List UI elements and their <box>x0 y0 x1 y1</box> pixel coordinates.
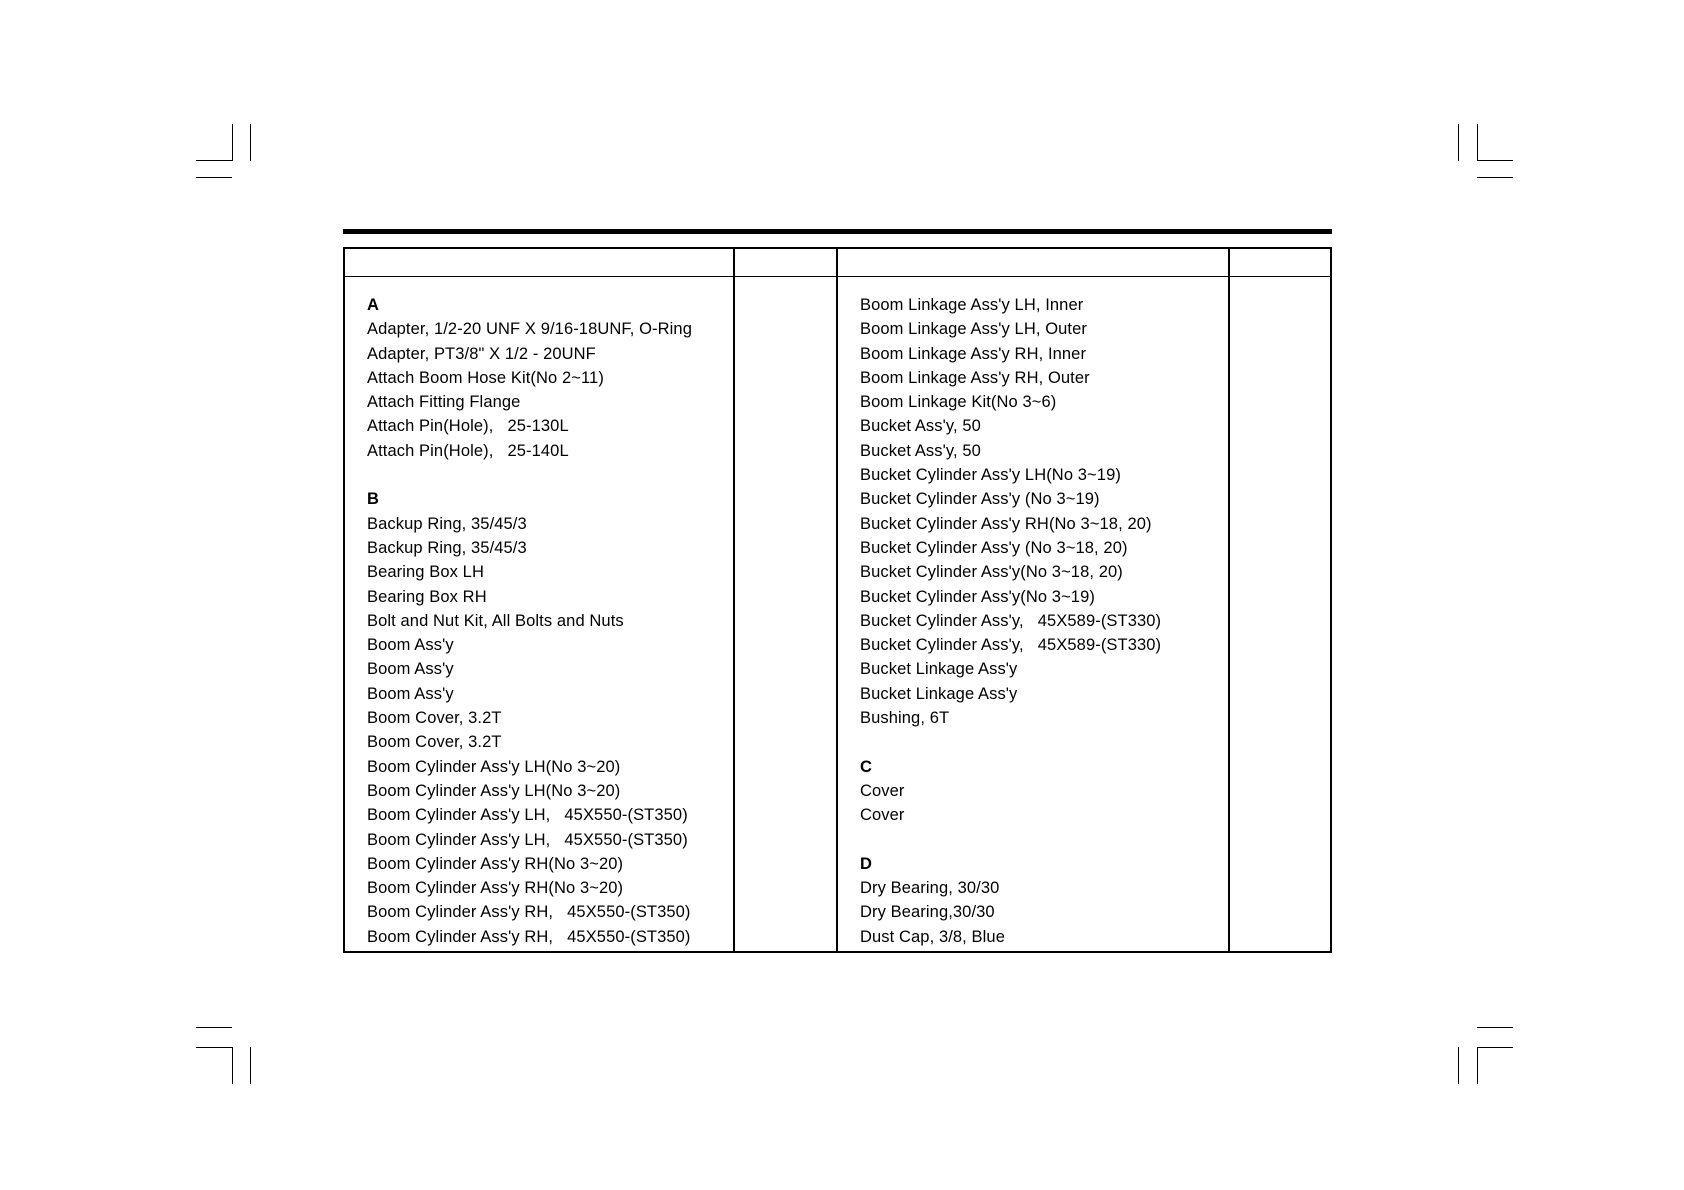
crop-mark-bottom-left-h2 <box>196 1047 232 1048</box>
crop-mark-bottom-left-v <box>232 1047 233 1084</box>
index-entry: Boom Ass'y <box>367 684 454 703</box>
crop-mark-bottom-right-v2 <box>1477 1047 1478 1084</box>
index-entry: Bearing Box LH <box>367 563 484 582</box>
index-entry: Boom Ass'y <box>367 636 454 655</box>
crop-mark-bottom-left-h <box>196 1027 232 1028</box>
index-entry: Boom Ass'y <box>367 660 454 679</box>
crop-mark-top-right-v <box>1458 124 1459 161</box>
index-entry: Bucket Cylinder Ass'y (No 3~19) <box>860 490 1100 509</box>
index-entry: Bolt and Nut Kit, All Bolts and Nuts <box>367 611 624 630</box>
index-entry: Bearing Box RH <box>367 587 487 606</box>
column-divider-2 <box>836 249 838 951</box>
index-entry: Boom Linkage Ass'y RH, Inner <box>860 344 1087 363</box>
index-spacer <box>860 828 1220 852</box>
index-entry: Boom Cylinder Ass'y LH, 45X550-(ST350) <box>367 830 688 849</box>
crop-mark-top-left-h <box>196 160 232 161</box>
index-section-letter: B <box>367 490 380 509</box>
index-entry: Adapter, 1/2-20 UNF X 9/16-18UNF, O-Ring <box>367 320 692 339</box>
index-entry: Dry Bearing, 30/30 <box>860 879 1000 898</box>
index-entry: Boom Linkage Ass'y LH, Outer <box>860 320 1087 339</box>
index-entry: Bucket Cylinder Ass'y LH(No 3~19) <box>860 466 1121 485</box>
index-entry: Bucket Cylinder Ass'y (No 3~18, 20) <box>860 538 1128 557</box>
index-entry: Backup Ring, 35/45/3 <box>367 538 527 557</box>
index-entry: Boom Cylinder Ass'y RH, 45X550-(ST350) <box>367 903 691 922</box>
index-section-letter: A <box>367 296 380 314</box>
index-entry: Bucket Linkage Ass'y <box>860 684 1018 703</box>
crop-mark-top-left-h2 <box>196 177 232 178</box>
index-entry: Attach Pin(Hole), 25-140L <box>367 441 569 460</box>
index-entry: Attach Fitting Flange <box>367 393 521 412</box>
index-entry: Bucket Cylinder Ass'y(No 3~19) <box>860 587 1095 606</box>
index-entry: Adapter, PT3/8" X 1/2 - 20UNF <box>367 344 596 363</box>
crop-mark-top-right-h <box>1477 160 1513 161</box>
index-entry: Cover <box>860 781 905 800</box>
column-divider-3 <box>1228 249 1230 951</box>
crop-mark-bottom-right-h2 <box>1477 1047 1513 1048</box>
index-entry: Bucket Ass'y, 50 <box>860 441 981 460</box>
index-entry: Backup Ring, 35/45/3 <box>367 514 527 533</box>
index-entry: Bucket Cylinder Ass'y(No 3~18, 20) <box>860 563 1123 582</box>
index-entry: Boom Cylinder Ass'y RH(No 3~20) <box>367 854 624 873</box>
crop-mark-top-right-v2 <box>1477 124 1478 161</box>
index-entry: Boom Cover, 3.2T <box>367 709 502 728</box>
index-spacer <box>367 463 727 487</box>
index-entry: Bucket Cylinder Ass'y RH(No 3~18, 20) <box>860 514 1152 533</box>
index-spacer <box>860 730 1220 754</box>
index-entry: Bucket Ass'y, 50 <box>860 417 981 436</box>
crop-mark-bottom-right-v <box>1458 1047 1459 1084</box>
crop-mark-top-left-v <box>232 124 233 161</box>
index-section-letter: C <box>860 757 873 776</box>
index-entry: Bucket Linkage Ass'y <box>860 660 1018 679</box>
crop-mark-top-right-h2 <box>1477 177 1513 178</box>
index-entry: Attach Boom Hose Kit(No 2~11) <box>367 368 604 387</box>
index-left-column <box>367 293 727 949</box>
index-entry: Boom Cylinder Ass'y RH(No 3~20) <box>367 879 624 898</box>
index-entry: Bucket Cylinder Ass'y, 45X589-(ST330) <box>860 611 1162 630</box>
crop-mark-bottom-right-h <box>1477 1027 1513 1028</box>
column-divider-1 <box>733 249 735 951</box>
crop-mark-bottom-left-v2 <box>250 1047 251 1084</box>
index-entry: Bushing, 6T <box>860 709 950 728</box>
index-entry: Dry Bearing,30/30 <box>860 903 995 922</box>
index-right-column <box>860 293 1220 949</box>
index-entry: Boom Cylinder Ass'y LH, 45X550-(ST350) <box>367 806 688 825</box>
index-entry: Dust Cap, 3/8, Blue <box>860 927 1005 946</box>
index-entry: Boom Linkage Ass'y LH, Inner <box>860 296 1084 314</box>
index-entry: Boom Cylinder Ass'y LH(No 3~20) <box>367 757 621 776</box>
index-entry: Boom Cover, 3.2T <box>367 733 502 752</box>
index-entry: Boom Linkage Ass'y RH, Outer <box>860 368 1090 387</box>
page-top-rule <box>343 229 1332 234</box>
parts-index-table <box>343 247 1332 953</box>
index-entry: Attach Pin(Hole), 25-130L <box>367 417 569 436</box>
index-entry: Bucket Cylinder Ass'y, 45X589-(ST330) <box>860 636 1162 655</box>
index-entry: Boom Cylinder Ass'y RH, 45X550-(ST350) <box>367 927 691 946</box>
index-entry: Cover <box>860 806 905 825</box>
index-entry: Boom Linkage Kit(No 3~6) <box>860 393 1057 412</box>
index-entry: Boom Cylinder Ass'y LH(No 3~20) <box>367 781 621 800</box>
crop-mark-top-left-v2 <box>250 124 251 161</box>
index-section-letter: D <box>860 854 873 873</box>
